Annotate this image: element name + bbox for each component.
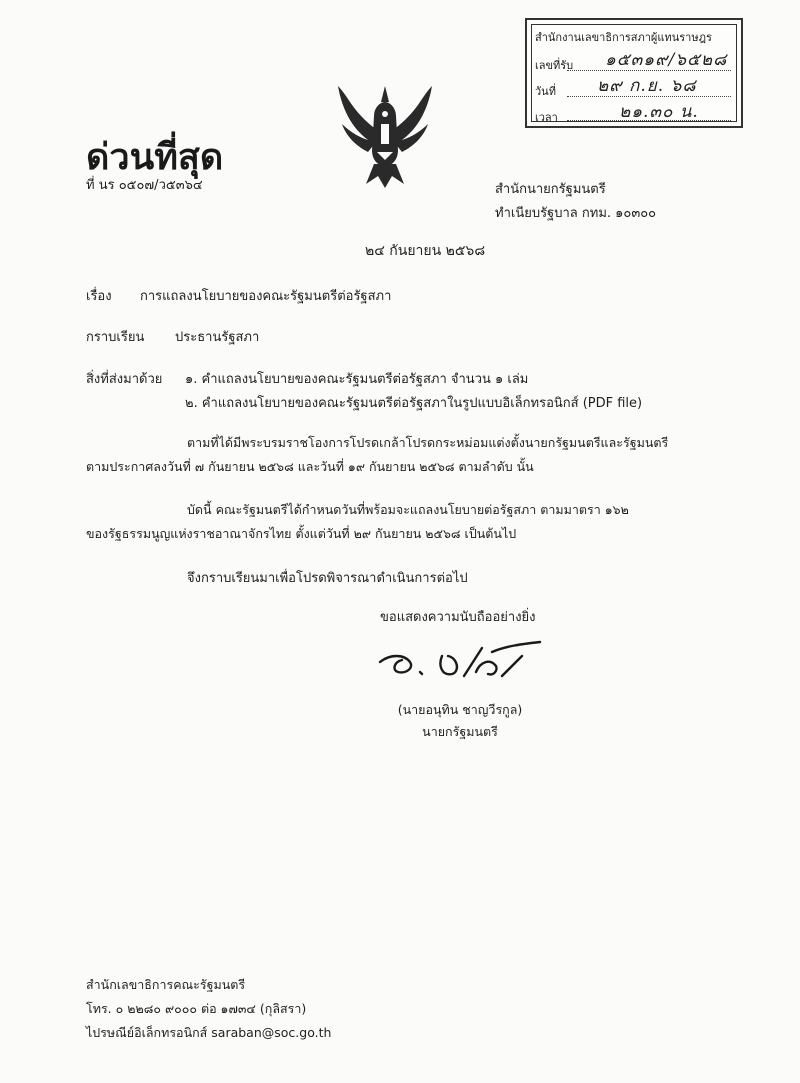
subject-label: เรื่อง [86, 289, 112, 304]
signer-title: นายกรัฐมนตรี [422, 724, 498, 739]
stamp-time-label: เวลา [535, 111, 558, 124]
footer-email: ไปรษณีย์อิเล็กทรอนิกส์ saraban@soc.go.th [86, 1025, 332, 1040]
subject-text: การแถลงนโยบายของคณะรัฐมนตรีต่อรัฐสภา [140, 289, 392, 304]
stamp-date-value: ๒๙ ก.ย. ๖๘ [597, 76, 697, 96]
office-address: ทำเนียบรัฐบาล กทม. ๑๐๓๐๐ [495, 206, 657, 221]
closing-phrase: ขอแสดงความนับถืออย่างยิ่ง [380, 610, 536, 625]
stamp-date-label: วันที่ [535, 85, 556, 98]
enclosure-item-1: ๑. คำแถลงนโยบายของคณะรัฐมนตรีต่อรัฐสภา จำนวน ๑ เล่ม [185, 372, 529, 387]
enclosure-item-2: ๒. คำแถลงนโยบายของคณะรัฐมนตรีต่อรัฐสภาในรูปแบบอิเล็กทรอนิกส์ (PDF file) [185, 396, 643, 411]
footer-department: สำนักเลขาธิการคณะรัฐมนตรี [86, 977, 246, 992]
stamp-header: สำนักงานเลขาธิการสภาผู้แทนราษฎร [535, 31, 712, 44]
addressee-text: ประธานรัฐสภา [175, 330, 260, 345]
stamp-time-value: ๒๑.๓๐ น. [619, 102, 699, 122]
receipt-stamp [525, 18, 743, 128]
urgency-heading: ด่วนที่สุด [86, 136, 224, 178]
letter-date: ๒๔ กันยายน ๒๕๖๘ [365, 243, 486, 259]
enclosure-label: สิ่งที่ส่งมาด้วย [86, 372, 163, 387]
office-name: สำนักนายกรัฐมนตรี [495, 182, 606, 197]
stamp-receipt-label: เลขที่รับ [535, 59, 574, 72]
footer-phone: โทร. ๐ ๒๒๘๐ ๙๐๐๐ ต่อ ๑๗๓๔ (กุลิสรา) [86, 1001, 307, 1016]
paragraph-1-line-1: ตามที่ได้มีพระบรมราชโองการโปรดเกล้าโปรดกระหม่อมแต่งตั้งนายกรัฐมนตรีและรัฐมนตรี [187, 435, 669, 450]
paragraph-2-line-2: ของรัฐธรรมนูญแห่งราชอาณาจักรไทย ตั้งแต่วันที่ ๒๙ กันยายน ๒๕๖๘ เป็นต้นไป [86, 526, 517, 541]
addressee-label: กราบเรียน [86, 330, 145, 345]
signer-name: (นายอนุทิน ชาญวีรกูล) [397, 702, 523, 717]
reference-number: ที่ นร ๐๕๐๗/ว๕๓๖๔ [86, 178, 203, 193]
paragraph-2-line-1: บัดนี้ คณะรัฐมนตรีได้กำหนดวันที่พร้อมจะแถลงนโยบายต่อรัฐสภา ตามมาตรา ๑๖๒ [187, 502, 629, 517]
paragraph-3: จึงกราบเรียนมาเพื่อโปรดพิจารณาดำเนินการต่อไป [187, 571, 468, 586]
stamp-receipt-number: ๑๕๓๑๙/๖๕๒๘ [605, 50, 728, 70]
paragraph-1-line-2: ตามประกาศลงวันที่ ๗ กันยายน ๒๕๖๘ และวันที่ ๑๙ กันยายน ๒๕๖๘ ตามลำดับ นั้น [86, 459, 534, 474]
signature-image [372, 632, 552, 692]
garuda-emblem [330, 80, 440, 192]
